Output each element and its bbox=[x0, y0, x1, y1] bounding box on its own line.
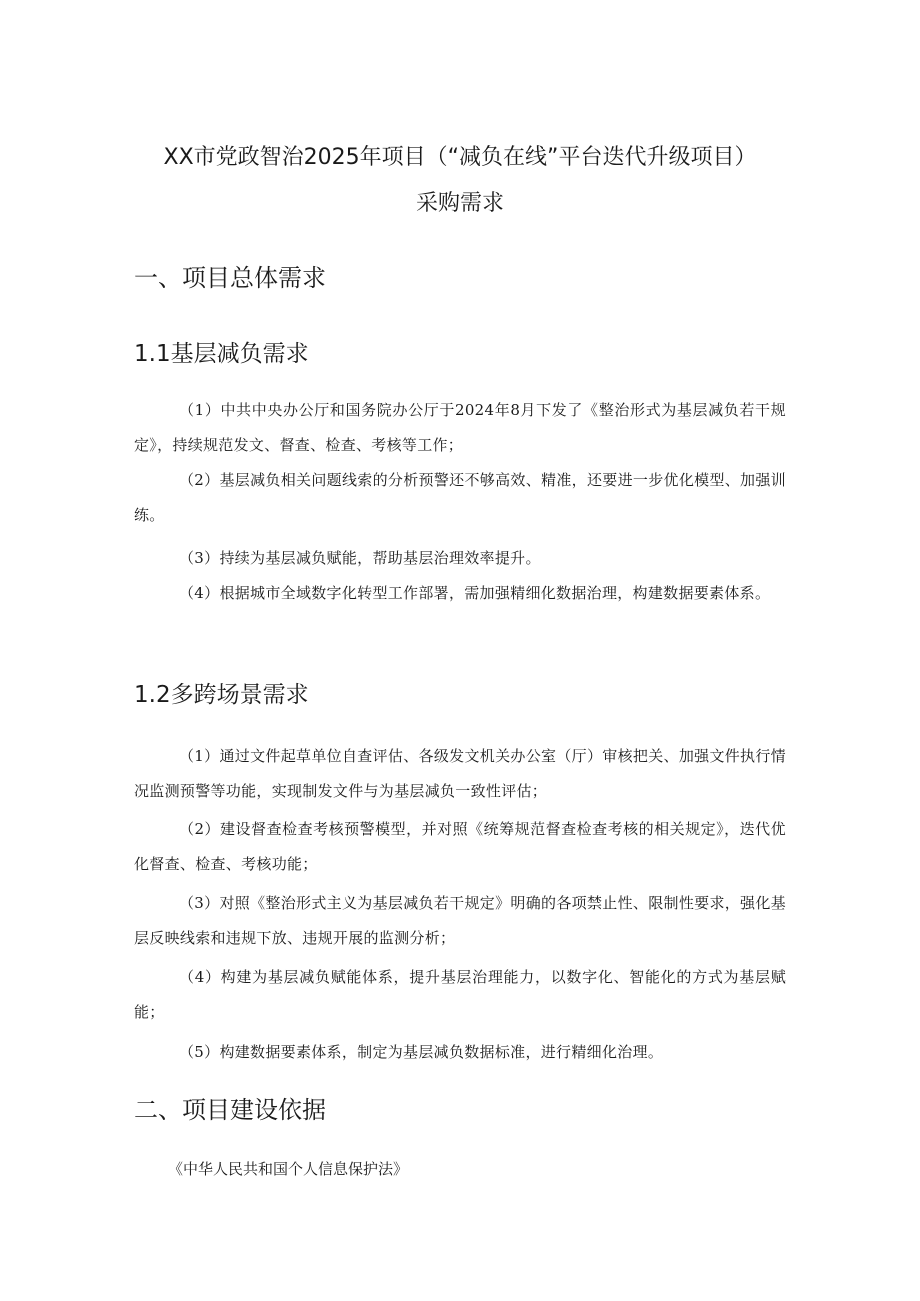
document-subtitle: 采购需求 bbox=[415, 191, 504, 216]
paragraph: （2）基层减负相关问题线索的分析预警还不够高效、精准，还要进一步优化模型、加强训练。 bbox=[134, 471, 786, 524]
subsection-heading-burden-reduction: 1.1基层减负需求 bbox=[134, 341, 309, 367]
citation-item: 《中华人民共和国个人信息保护法》 bbox=[168, 1160, 409, 1178]
paragraph: （1）中共中央办公厅和国务院办公厅于2024年8月下发了《整治形式为基层减负若干规定》，持续规范发文、督查、检查、考核等工作； bbox=[134, 401, 786, 454]
document-title: XX市党政智治2025年项目（“减负在线”平台迭代升级项目） bbox=[163, 145, 757, 170]
subsection-heading-cross-scenario: 1.2多跨场景需求 bbox=[134, 682, 309, 708]
paragraph: （4）根据城市全域数字化转型工作部署，需加强精细化数据治理，构建数据要素体系。 bbox=[179, 584, 771, 602]
paragraph: （3）持续为基层减负赋能，帮助基层治理效率提升。 bbox=[179, 549, 541, 567]
paragraph: （1）通过文件起草单位自查评估、各级发文机关办公室（厅）审核把关、加强文件执行情况监测预警等功能，实现制发文件与为基层减负一致性评估； bbox=[134, 747, 786, 800]
paragraph: （4）构建为基层减负赋能体系，提升基层治理能力，以数字化、智能化的方式为基层赋能； bbox=[134, 968, 786, 1021]
paragraph: （2）建设督查检查考核预警模型，并对照《统筹规范督查检查考核的相关规定》，迭代优化督查、检查、考核功能； bbox=[134, 820, 786, 873]
paragraph: （3）对照《整治形式主义为基层减负若干规定》明确的各项禁止性、限制性要求，强化基层反映线索和违规下放、违规开展的监测分析； bbox=[134, 894, 786, 947]
section-heading-overall-requirements: 一、项目总体需求 bbox=[134, 264, 326, 292]
section-heading-basis: 二、项目建设依据 bbox=[134, 1096, 326, 1124]
paragraph: （5）构建数据要素体系，制定为基层减负数据标准，进行精细化治理。 bbox=[179, 1043, 664, 1061]
